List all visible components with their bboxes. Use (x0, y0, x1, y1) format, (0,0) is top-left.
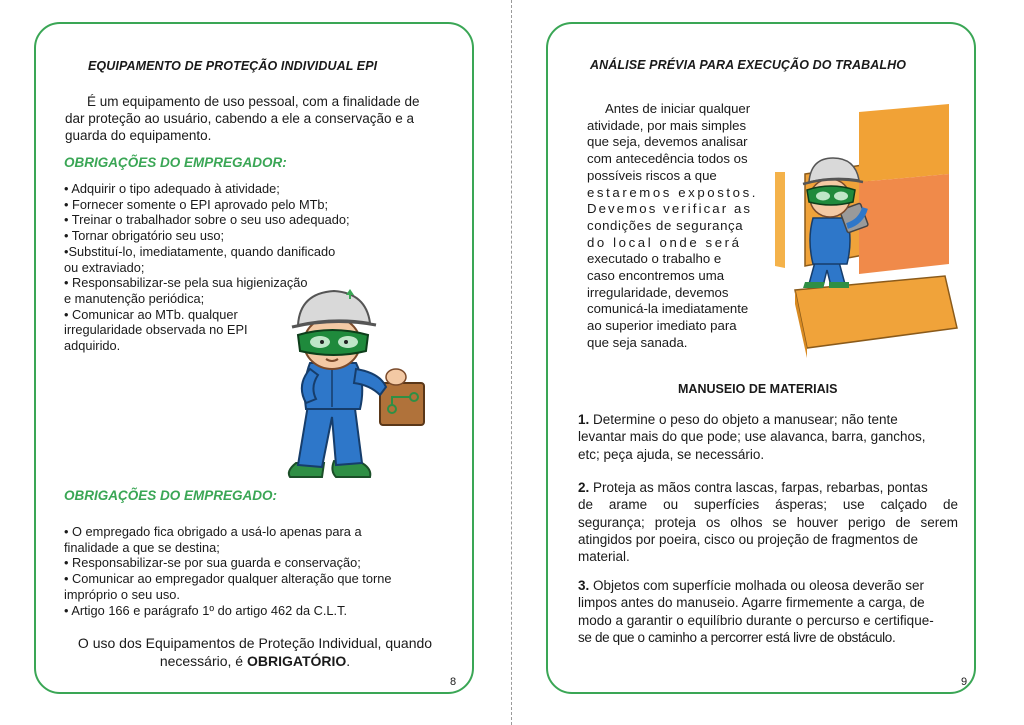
item-line: levantar mais do que pode; use alavanca, barra, ganchos, (578, 429, 926, 445)
employee-heading: OBRIGAÇÕES DO EMPREGADO: (64, 488, 278, 503)
item-line: 3. Objetos com superfície molhada ou oleosa deverão ser (578, 578, 924, 593)
closing-line (64, 652, 446, 670)
closing-prefix: necessário, é (159, 653, 247, 669)
list-item: e manutenção periódica; (64, 290, 205, 306)
analysis-paragraph (587, 101, 786, 352)
worker-epi-illustration (268, 285, 448, 485)
analysis-line: atividade, por mais simples (587, 117, 747, 133)
list-item: •Substituí-lo, imediatamente, quando danificado (64, 243, 336, 259)
analysis-line: com antecedência todos os (587, 151, 748, 167)
analysis-line: que seja, devemos analisar (587, 134, 748, 150)
closing-suffix: . (346, 653, 351, 669)
item-number: 2. (578, 480, 590, 495)
item-line: material. (578, 549, 630, 565)
analysis-line: do local onde será (587, 234, 742, 250)
epi-title: EQUIPAMENTO DE PROTEÇÃO INDIVIDUAL EPI (88, 59, 378, 73)
list-item: • Tornar obrigatório seu uso; (64, 228, 225, 244)
analysis-line: caso encontremos uma (587, 268, 725, 284)
item-line: modo a garantir o equilíbrio durante o percurso e certifique- (578, 612, 934, 628)
epi-intro (65, 93, 447, 144)
analysis-line: comunicá-la imediatamente (587, 301, 749, 317)
analysis-line: ao superior imediato para (587, 318, 737, 334)
list-item: irregularidade observada no EPI (64, 322, 248, 338)
analysis-line: que seja sanada. (587, 334, 688, 350)
epi-closing-statement (64, 634, 446, 670)
page-number-left: 8 (450, 676, 457, 688)
analysis-line: estaremos expostos. (587, 184, 759, 200)
list-item: adquirido. (64, 338, 121, 354)
list-item: finalidade a que se destina; (64, 539, 220, 555)
closing-line: O uso dos Equipamentos de Proteção Individual, quando (77, 635, 433, 651)
analysis-line: executado o trabalho e (587, 251, 722, 267)
item-line: etc; peça ajuda, se necessário. (578, 446, 765, 462)
item-line: limpos antes do manuseio. Agarre firmemente a carga, de (578, 595, 925, 611)
intro-line: É um equipamento de uso pessoal, com a finalidade de (87, 94, 420, 109)
list-item: ou extraviado; (64, 259, 145, 275)
handling-item-3 (578, 577, 958, 646)
page-fold-line (511, 0, 512, 725)
list-item: • Artigo 166 e parágrafo 1º do artigo 462 da C.L.T. (64, 602, 348, 618)
list-item: impróprio o seu uso. (64, 586, 180, 602)
employee-obligations-list (64, 524, 404, 618)
handling-heading: MANUSEIO DE MATERIAIS (678, 382, 838, 396)
item-number: 3. (578, 578, 590, 593)
analysis-line: Antes de iniciar qualquer (605, 101, 751, 116)
list-item: • Responsabilizar-se pela sua higienização (64, 275, 308, 291)
list-item: • O empregado fica obrigado a usá-lo apenas para a (64, 524, 362, 539)
list-item: • Responsabilizar-se por sua guarda e conservação; (64, 555, 361, 571)
item-line: 1. Determine o peso do objeto a manusear; não tente (578, 412, 898, 427)
item-line: 2. Proteja as mãos contra lascas, farpas, rebarbas, pontas (578, 480, 928, 495)
intro-line: dar proteção ao usuário, cabendo a ele a conservação e a (65, 111, 414, 126)
list-item: • Fornecer somente o EPI aprovado pelo MTb; (64, 196, 329, 212)
item-line: de arame ou superfícies ásperas; use calçado de (578, 497, 958, 513)
worker-inspection-illustration (775, 102, 975, 364)
item-line: segurança; proteja os olhos se houver perigo de serem (578, 514, 958, 530)
mandatory-word: OBRIGATÓRIO (246, 653, 347, 669)
analysis-line: Devemos verificar as (587, 201, 753, 217)
employer-heading: OBRIGAÇÕES DO EMPREGADOR: (64, 155, 287, 170)
page-number-right: 9 (961, 676, 968, 688)
analysis-line: irregularidade, devemos (587, 284, 729, 300)
list-item: • Treinar o trabalhador sobre o seu uso adequado; (64, 212, 350, 228)
item-line: atingidos por poeira, cisco ou projeção de fragmentos de (578, 531, 918, 547)
list-item: • Adquirir o tipo adequado à atividade; (64, 181, 280, 196)
intro-line: guarda do equipamento. (65, 128, 212, 143)
analysis-line: possíveis riscos a que (587, 167, 717, 183)
list-item: • Comunicar ao MTb. qualquer (64, 306, 238, 322)
handling-item-2 (578, 479, 958, 565)
item-line: se de que o caminho a percorrer está livre de obstáculo. (578, 629, 896, 645)
list-item: • Comunicar ao empregador qualquer alteração que torne (64, 571, 392, 587)
analysis-line: condições de segurança (587, 217, 744, 233)
analysis-title: ANÁLISE PRÉVIA PARA EXECUÇÃO DO TRABALHO (590, 58, 907, 72)
item-number: 1. (578, 412, 590, 427)
handling-item-1 (578, 411, 958, 463)
